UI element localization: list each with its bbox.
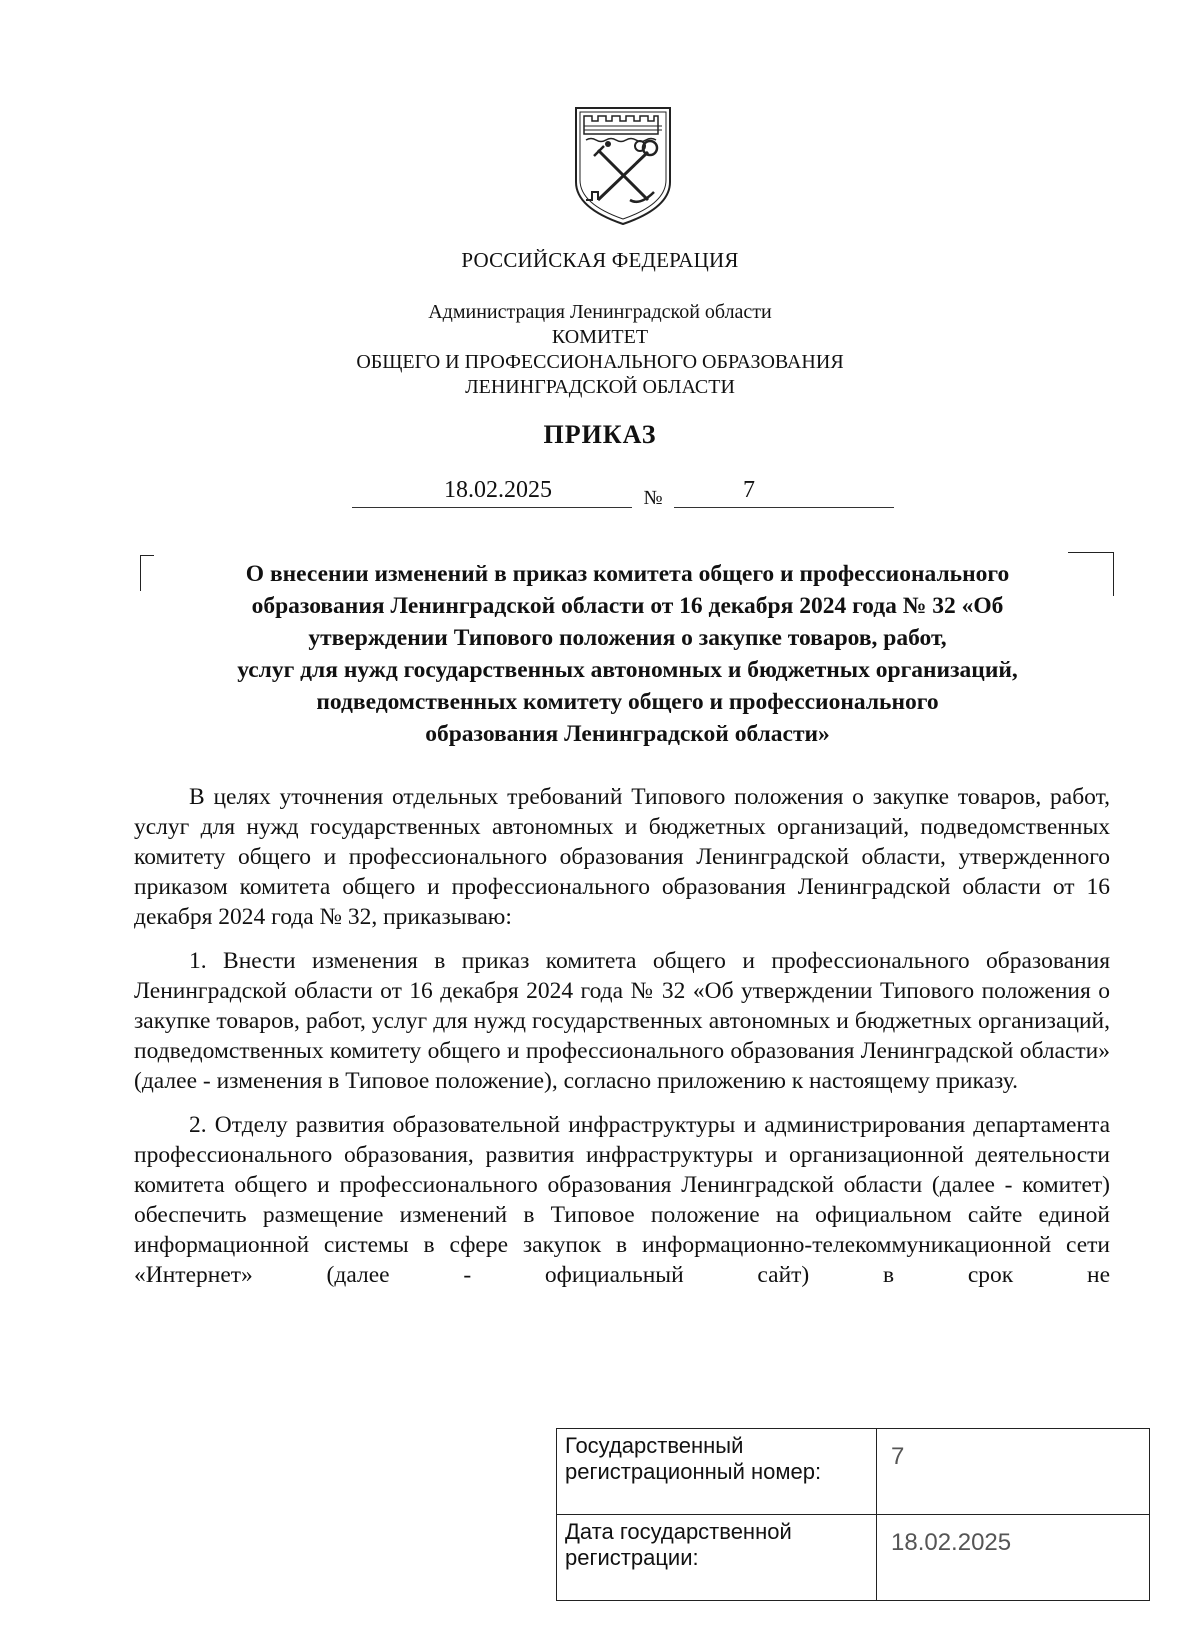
org-line-committee-name: ОБЩЕГО И ПРОФЕССИОНАЛЬНОГО ОБРАЗОВАНИЯ — [356, 351, 844, 373]
document-type: ПРИКАЗ — [543, 420, 657, 449]
coat-of-arms-emblem — [570, 104, 676, 226]
item-2-paragraph: 2. Отделу развития образовательной инфраструктуры и администрирования департамента профессионального образования, развития инфраструктуры и организационной деятельности комитета общего и профессионального образования Ленинградской области (далее - комитет) обеспечить размещение изменений в Типовое положение на официальном сайте единой информационной системы в сфере закупок в информационно-телекоммуникационной сети «Интернет» (далее - официальный сайт) в срок не — [134, 1112, 1110, 1288]
registration-number-value: 7 — [877, 1429, 1150, 1515]
org-line-administration: Администрация Ленинградской области — [428, 301, 772, 323]
order-body — [134, 782, 1110, 1304]
order-date: 18.02.2025 — [444, 477, 552, 503]
org-line-committee: КОМИТЕТ — [551, 326, 649, 348]
table-row — [557, 1515, 1150, 1601]
registration-stamp-table — [556, 1428, 1150, 1601]
registration-date-label: Дата государственной регистрации: — [557, 1515, 877, 1601]
subject-line: услуг для нужд государственных автономных и бюджетных организаций, — [237, 657, 1018, 683]
table-row — [557, 1429, 1150, 1515]
organization-block — [0, 300, 1200, 400]
subject-line: образования Ленинградской области от 16 декабря 2024 года № 32 «Об — [251, 593, 1004, 619]
order-number: 7 — [743, 477, 755, 503]
date-underline — [352, 507, 632, 508]
subject-line: подведомственных комитету общего и профессионального — [316, 689, 939, 715]
subject-line: утверждении Типового положения о закупке товаров, работ, — [308, 625, 947, 651]
order-subject — [140, 558, 1115, 750]
number-sign: № — [643, 487, 663, 509]
date-number-row — [352, 470, 894, 510]
registration-number-label: Государственный регистрационный номер: — [557, 1429, 877, 1515]
country-heading: РОССИЙСКАЯ ФЕДЕРАЦИЯ — [461, 248, 739, 272]
intro-paragraph: В целях уточнения отдельных требований Типового положения о закупке товаров, работ, услуг для нужд государственных автономных и бюджетных организаций, подведомственных комитету общего и профессионального образования Ленинградской области, утвержденного приказом комитета общего и профессионального образования Ленинградской области от 16 декабря 2024 года № 32, приказываю: — [134, 784, 1110, 930]
item-1-paragraph: 1. Внести изменения в приказ комитета общего и профессионального образования Ленинградской области от 16 декабря 2024 года № 32 «Об утверждении Типового положения о закупке товаров, работ, услуг для нужд государственных автономных и бюджетных организаций, подведомственных комитету общего и профессионального образования Ленинградской области» (далее - изменения в Типовое положение), согласно приложению к настоящему приказу. — [134, 948, 1110, 1094]
number-underline — [674, 507, 894, 508]
subject-line: О внесении изменений в приказ комитета общего и профессионального — [245, 561, 1010, 587]
registration-date-value: 18.02.2025 — [877, 1515, 1150, 1601]
org-line-region: ЛЕНИНГРАДСКОЙ ОБЛАСТИ — [465, 376, 735, 398]
subject-line: образования Ленинградской области» — [425, 721, 830, 747]
